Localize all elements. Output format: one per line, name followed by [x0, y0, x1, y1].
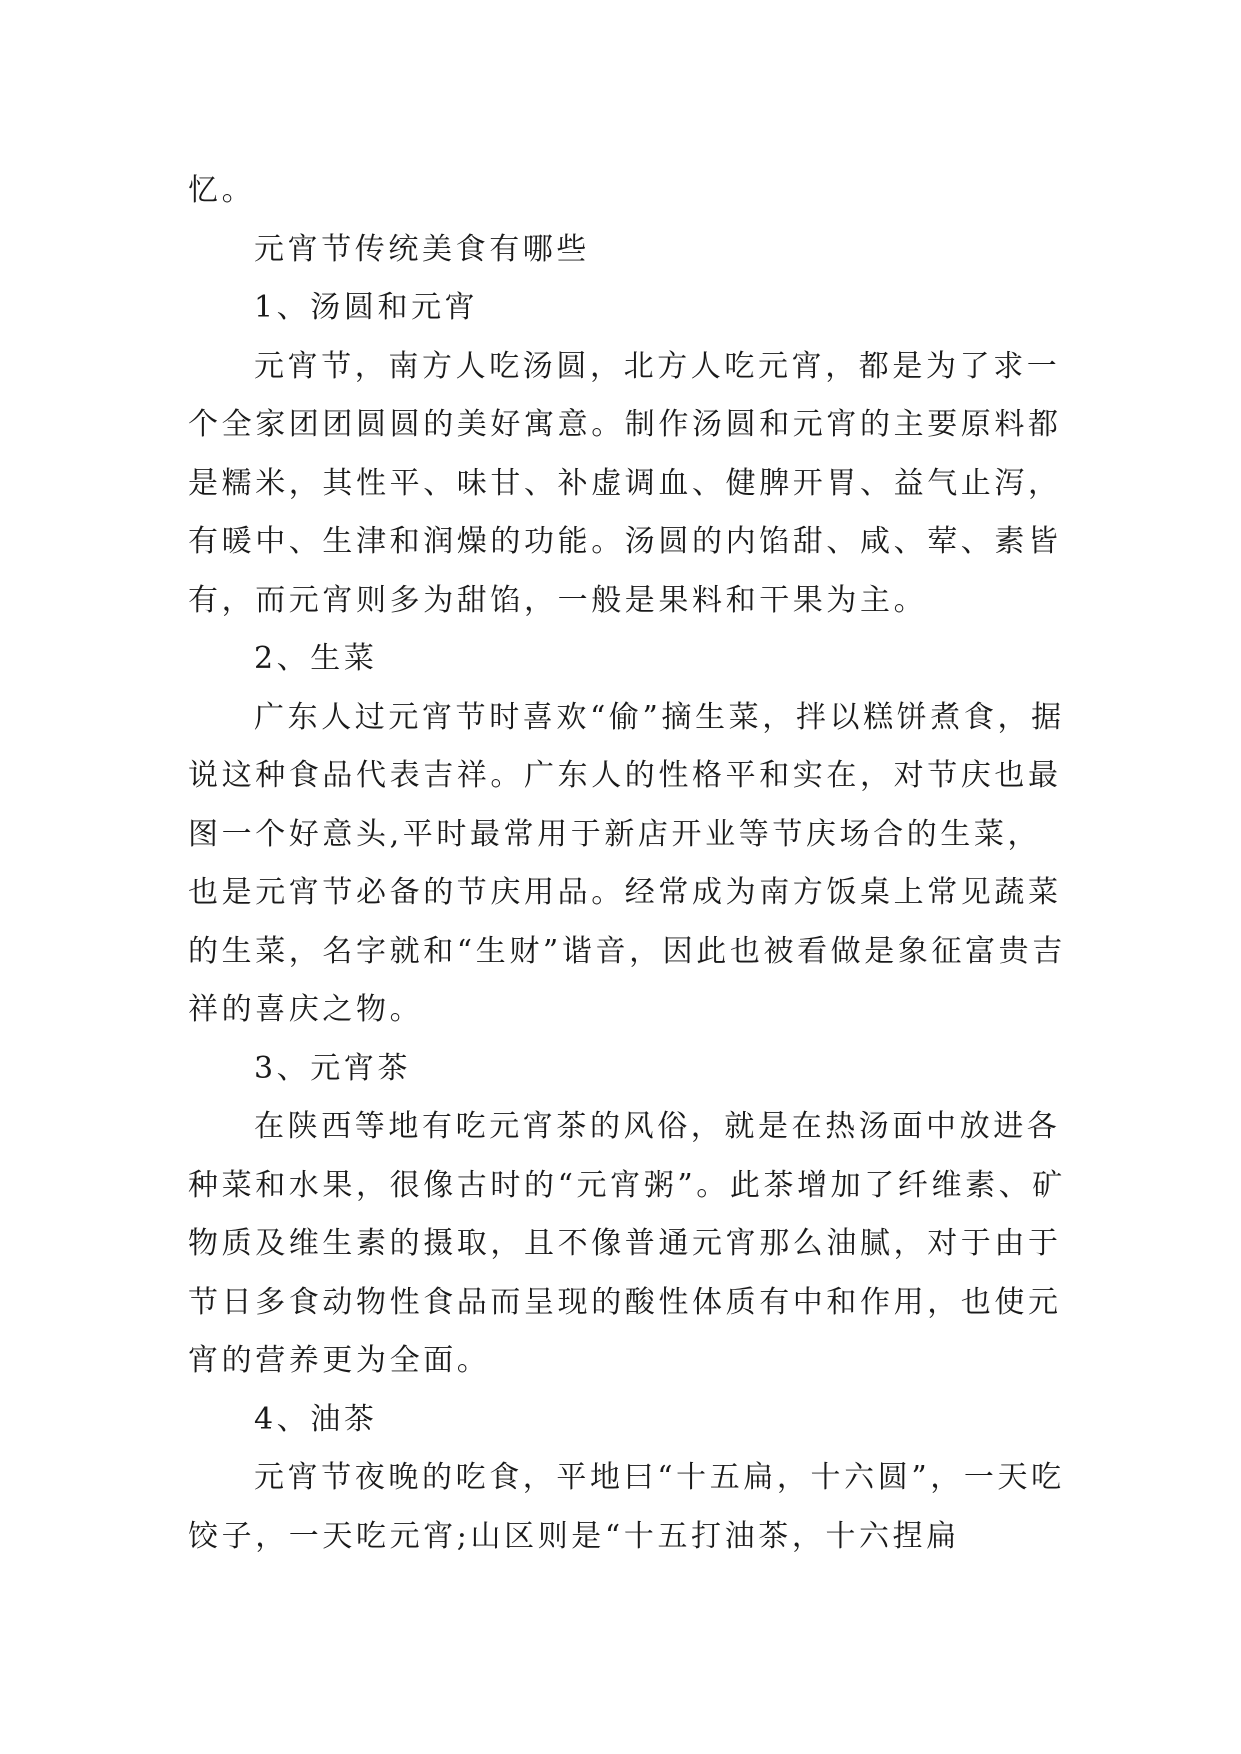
section-heading: 元宵节传统美食有哪些 — [254, 231, 590, 267]
paragraph-continuation: 忆。 — [188, 173, 256, 208]
item-heading-yuanxiao-tea: 3、元宵茶 — [254, 1050, 412, 1086]
item-heading-tangyuan: 1、汤圆和元宵 — [254, 290, 479, 325]
paragraph-tangyuan: 元宵节，南方人吃汤圆，北方人吃元宵，都是为了求一个全家团团圆圆的美好寓意。制作汤圆和元宵的主要原料都是糯米，其性平、味甘、补虚调血、健脾开胃、益气止泻，有暖中、生津和润燥的功能。汤圆的内馅甜、咸、荤、素皆有，而元宵则多为甜馅，一般是果料和干果为主。 — [188, 348, 1062, 618]
paragraph-lettuce: 广东人过元宵节时喜欢“偷”摘生菜，拌以糕饼煮食，据说这种食品代表吉祥。广东人的性格平和实在，对节庆也最图一个好意头,平时最常用于新店开业等节庆场合的生菜，也是元宵节必备的节庆用品。经常成为南方饭桌上常见蔬菜的生菜，名字就和“生财”谐音，因此也被看做是象征富贵吉祥的喜庆之物。 — [188, 699, 1066, 1027]
item-heading-oil-tea: 4、油茶 — [254, 1401, 378, 1437]
paragraph-yuanxiao-tea: 在陕西等地有吃元宵茶的风俗，就是在热汤面中放进各种菜和水果，很像古时的“元宵粥”。此茶增加了纤维素、矿物质及维生素的摄取，且不像普通元宵那么油腻，对于由于节日多食动物性食品而呈现的酸性体质有中和作用，也使元宵的营养更为全面。 — [188, 1109, 1066, 1378]
paragraph-oil-tea: 元宵节夜晚的吃食，平地曰“十五扁，十六圆”，一天吃饺子，一天吃元宵;山区则是“十五打油茶，十六捏扁 — [188, 1460, 1065, 1554]
document-body — [188, 162, 1068, 1566]
item-heading-lettuce: 2、生菜 — [254, 641, 378, 676]
